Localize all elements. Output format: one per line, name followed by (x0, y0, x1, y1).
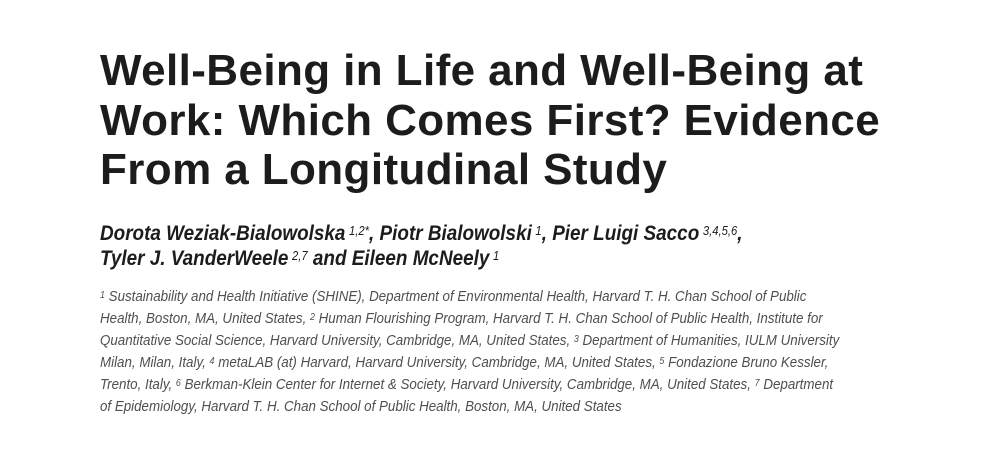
author-affiliation-superscript: 1 (492, 249, 500, 263)
author-name: Dorota Weziak-Bialowolska (100, 222, 346, 245)
affiliation-number-superscript: 5 (659, 356, 665, 367)
article-title-line: Well-Being in Life and Well-Being at (100, 46, 864, 95)
author-name: Tyler J. VanderWeele (100, 247, 289, 270)
author-separator: , (541, 222, 553, 245)
author-separator: , (369, 222, 380, 245)
author-line (100, 221, 743, 246)
affiliation-text: Quantitative Social Science, Harvard University, Cambridge, MA, United States, (100, 332, 574, 349)
affiliation-text: Human Flourishing Program, Harvard T. H. Chan School of Public Health, Institute for (314, 310, 823, 327)
affiliation-line (100, 330, 839, 352)
article-title-line: From a Longitudinal Study (100, 145, 668, 194)
affiliation-line (100, 396, 839, 418)
author-affiliation-superscript: 1,2* (349, 224, 370, 238)
author-line (100, 246, 743, 271)
affiliation-text: Trento, Italy, (100, 376, 176, 393)
affiliations-paragraph (100, 286, 839, 418)
affiliation-text: metaLAB (at) Harvard, Harvard University, Cambridge, MA, United States, (214, 354, 660, 371)
author-name: Eileen McNeely (351, 247, 490, 270)
affiliation-line (100, 286, 839, 308)
affiliation-number-superscript: 3 (573, 334, 579, 345)
affiliation-number-superscript: 2 (309, 312, 315, 323)
author-list (100, 221, 743, 271)
affiliation-number-superscript: 4 (209, 356, 215, 367)
article-title-line: Work: Which Comes First? Evidence (100, 95, 881, 145)
author-affiliation-superscript: 2,7 (291, 249, 308, 263)
author-affiliation-superscript: 1 (535, 224, 542, 238)
affiliation-number-superscript: 7 (754, 378, 760, 389)
affiliation-line (100, 308, 839, 330)
affiliation-text: Department (759, 376, 834, 393)
author-affiliation-superscript: 3,4,5,6 (702, 224, 738, 238)
affiliation-number-superscript: 6 (175, 378, 181, 389)
affiliation-text: Fondazione Bruno Kessler, (664, 354, 829, 371)
article-title (100, 46, 880, 195)
affiliation-line (100, 374, 839, 396)
author-separator: , (737, 222, 743, 245)
affiliation-text: Sustainability and Health Initiative (SHINE), Department of Environmental Health, Harvard T. H. Chan School of Public (104, 288, 807, 305)
affiliation-text: Health, Boston, MA, United States, (100, 310, 310, 327)
affiliation-number-superscript: 1 (100, 290, 105, 301)
affiliation-line (100, 352, 839, 374)
author-name: Pier Luigi Sacco (552, 222, 700, 245)
author-name: Piotr Bialowolski (379, 222, 532, 245)
affiliation-text: Department of Humanities, IULM University (578, 332, 840, 349)
affiliation-text: of Epidemiology, Harvard T. H. Chan School of Public Health, Boston, MA, United States (100, 398, 622, 415)
affiliation-text: Berkman-Klein Center for Internet & Society, Harvard University, Cambridge, MA, United States, (180, 376, 755, 393)
affiliation-text: Milan, Milan, Italy, (100, 354, 210, 371)
author-separator: and (307, 247, 352, 270)
